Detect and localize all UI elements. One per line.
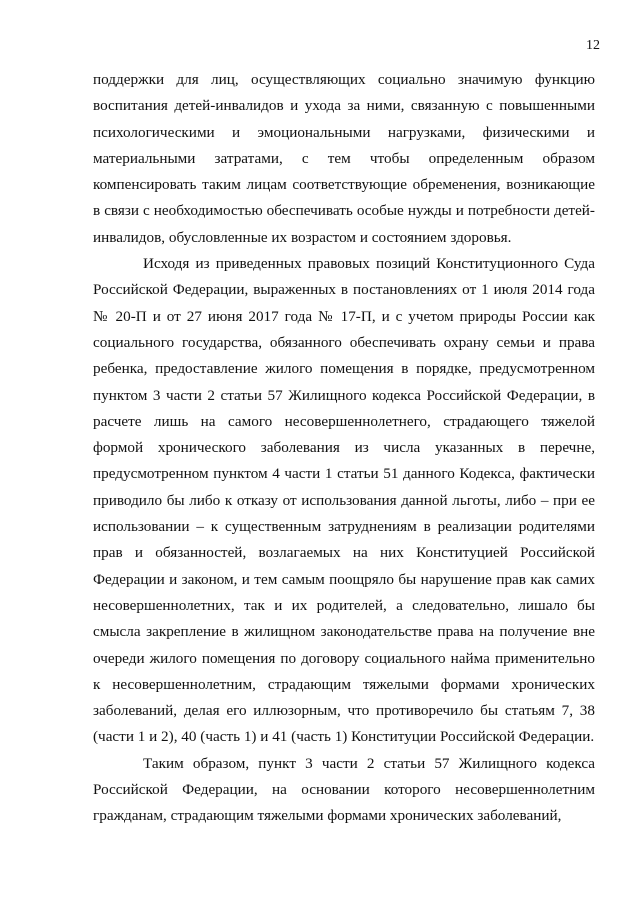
- document-body: [93, 67, 595, 830]
- paragraph-legal-positions: Исходя из приведенных правовых позиций Конституционного Суда Российской Федерации, выраженных в постановлениях от 1 июля 2014 года № 20-П и от 27 июня 2017 года № 17-П, и с учетом природы России как социального государства, обязанного обеспечивать охрану семьи и права ребенка, предоставление жилого помещения в порядке, предусмотренном пунктом 3 части 2 статьи 57 Жилищного кодекса Российской Федерации, в расчете лишь на самого несовершеннолетнего, страдающего тяжелой формой хронического заболевания из числа указанных в перечне, предусмотренном пунктом 4 части 1 статьи 51 данного Кодекса, фактически приводило бы либо к отказу от использования данной льготы, либо – при ее использовании – к существенным затруднениям в реализации родителями прав и обязанностей, возлагаемых на них Конституцией Российской Федерации и законом, и тем самым поощряло бы нарушение прав как самих несовершеннолетних, так и их родителей, а следовательно, лишало бы смысла закрепление в жилищном законодательстве права на получение вне очереди жилого помещения по договору социального найма применительно к несовершеннолетним, страдающим тяжелыми формами хронических заболеваний, делая его иллюзорным, что противоречило бы статьям 7, 38 (части 1 и 2), 40 (часть 1) и 41 (часть 1) Конституции Российской Федерации.: [93, 255, 595, 746]
- paragraph-continuation: поддержки для лиц, осуществляющих социально значимую функцию воспитания детей-инвалидов и ухода за ними, связанную с повышенными психологическими и эмоциональными нагрузками, физическими и материальными затратами, с тем чтобы определенным образом компенсировать таким лицам соответствующие обременения, возникающие в связи с необходимостью обеспечивать особые нужды и потребности детей-инвалидов, обусловленные их возрастом и состоянием здоровья.: [93, 71, 595, 246]
- page-number: 12: [586, 38, 600, 53]
- paragraph-conclusion: Таким образом, пункт 3 части 2 статьи 57 Жилищного кодекса Российской Федерации, на основании которого несовершеннолетним гражданам, страдающим тяжелыми формами хронических заболеваний,: [93, 754, 595, 825]
